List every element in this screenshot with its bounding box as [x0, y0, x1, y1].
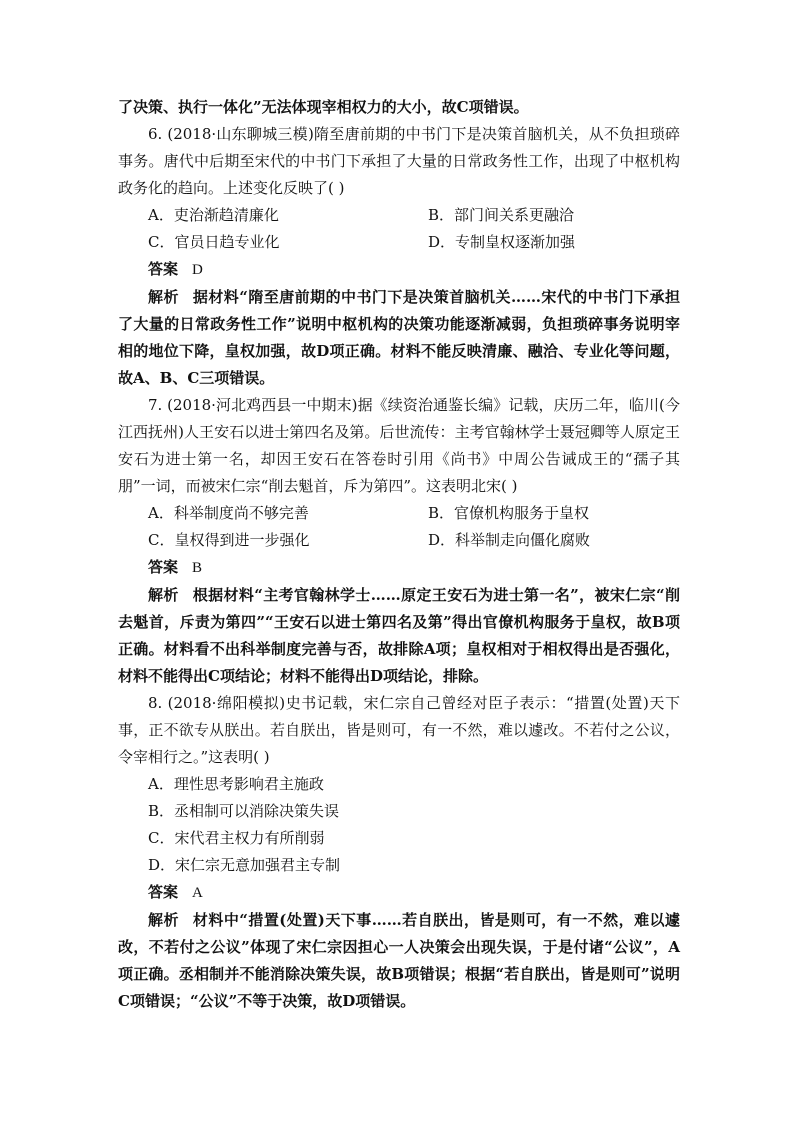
- question-7-option-b: B．官僚机构服务于皇权: [428, 504, 590, 522]
- question-7-option-a: A．科举制度尚不够完善: [148, 504, 309, 522]
- analysis-text: 据材料“隋至唐前期的中书门下是决策首脑机关……宋代的中书门下承担了大量的日常政务性工作”说明中枢机构的决策功能逐渐减弱，负担琐碎事务说明宰相的地位下降，皇权加强，故D项正确。材料不能反映清廉、融洽、专业化等问题，故A、B、C三项错误。: [118, 288, 680, 387]
- question-6-stem: 6. (2018·山东聊城三模)隋至唐前期的中书门下是决策首脑机关，从不负担琐碎事务。唐代中后期至宋代的中书门下承担了大量的日常政务性工作，出现了中枢机构政务化的趋向。上述变化反映了( ): [118, 125, 680, 197]
- question-6-option-d: D．专制皇权逐渐加强: [428, 233, 576, 251]
- question-8-option-b: B．丞相制可以消除决策失误: [148, 802, 340, 820]
- answer-value: B: [192, 560, 203, 576]
- analysis-label: 解析: [148, 288, 179, 306]
- answer-value: D: [192, 262, 203, 278]
- question-7-options: [118, 500, 680, 554]
- analysis-label: 解析: [148, 586, 179, 604]
- question-6-options: [118, 202, 680, 256]
- question-8-analysis: [118, 907, 680, 1015]
- answer-label: 答案: [148, 558, 179, 576]
- question-6-option-a: A．吏治渐趋清廉化: [148, 206, 279, 224]
- question-6-option-c: C．官员日趋专业化: [148, 233, 280, 251]
- document-page: [118, 94, 680, 1015]
- question-6-answer: [118, 256, 680, 284]
- question-8-option-d: D．宋仁宗无意加强君主专制: [148, 856, 341, 874]
- question-8-option-a: A．理性思考影响君主施政: [148, 775, 324, 793]
- question-7-analysis: [118, 582, 680, 690]
- question-7-option-d: D．科举制走向僵化腐败: [428, 531, 591, 549]
- question-8-stem: 8. (2018·绵阳模拟)史书记载，宋仁宗自己曾经对臣子表示：“措置(处置)天下事，正不欲专从朕出。若自朕出，皆是则可，有一不然，难以遽改。不若付之公议，令宰相行之。”这表明( ): [118, 694, 680, 766]
- answer-label: 答案: [148, 260, 179, 278]
- question-8-answer: [118, 879, 680, 907]
- previous-analysis-continuation: 了决策、执行一体化”无法体现宰相权力的大小，故C项错误。: [118, 98, 529, 116]
- question-7-option-c: C．皇权得到进一步强化: [148, 531, 310, 549]
- analysis-label: 解析: [148, 911, 179, 929]
- question-6-analysis: [118, 284, 680, 392]
- answer-value: A: [192, 885, 203, 901]
- question-7-stem: 7. (2018·河北鸡西县一中期末)据《续资治通鉴长编》记载，庆历二年，临川(今江西抚州)人王安石以进士第四名及第。后世流传：主考官翰林学士聂冠卿等人原定王安石为进士第一名，却因王安石在答卷时引用《尚书》中周公告诫成王的“孺子其朋”一词，而被宋仁宗“削去魁首，斥为第四”。这表明北宋( ): [118, 396, 680, 495]
- answer-label: 答案: [148, 883, 179, 901]
- question-8-option-c: C．宋代君主权力有所削弱: [148, 829, 325, 847]
- analysis-text: 材料中“措置(处置)天下事……若自朕出，皆是则可，有一不然，难以遽改，不若付之公议”体现了宋仁宗因担心一人决策会出现失误，于是付诸“公议”，A项正确。丞相制并不能消除决策失误，故B项错误；根据“若自朕出，皆是则可”说明C项错误；“公议”不等于决策，故D项错误。: [118, 911, 680, 1010]
- analysis-text: 根据材料“主考官翰林学士……原定王安石为进士第一名”，被宋仁宗“削去魁首，斥责为第四”“王安石以进士第四名及第”得出官僚机构服务于皇权，故B项正确。材料看不出科举制度完善与否，故排除A项；皇权相对于相权得出是否强化，材料不能得出C项结论；材料不能得出D项结论，排除。: [118, 586, 680, 685]
- question-7-answer: [118, 554, 680, 582]
- question-6-option-b: B．部门间关系更融洽: [428, 206, 575, 224]
